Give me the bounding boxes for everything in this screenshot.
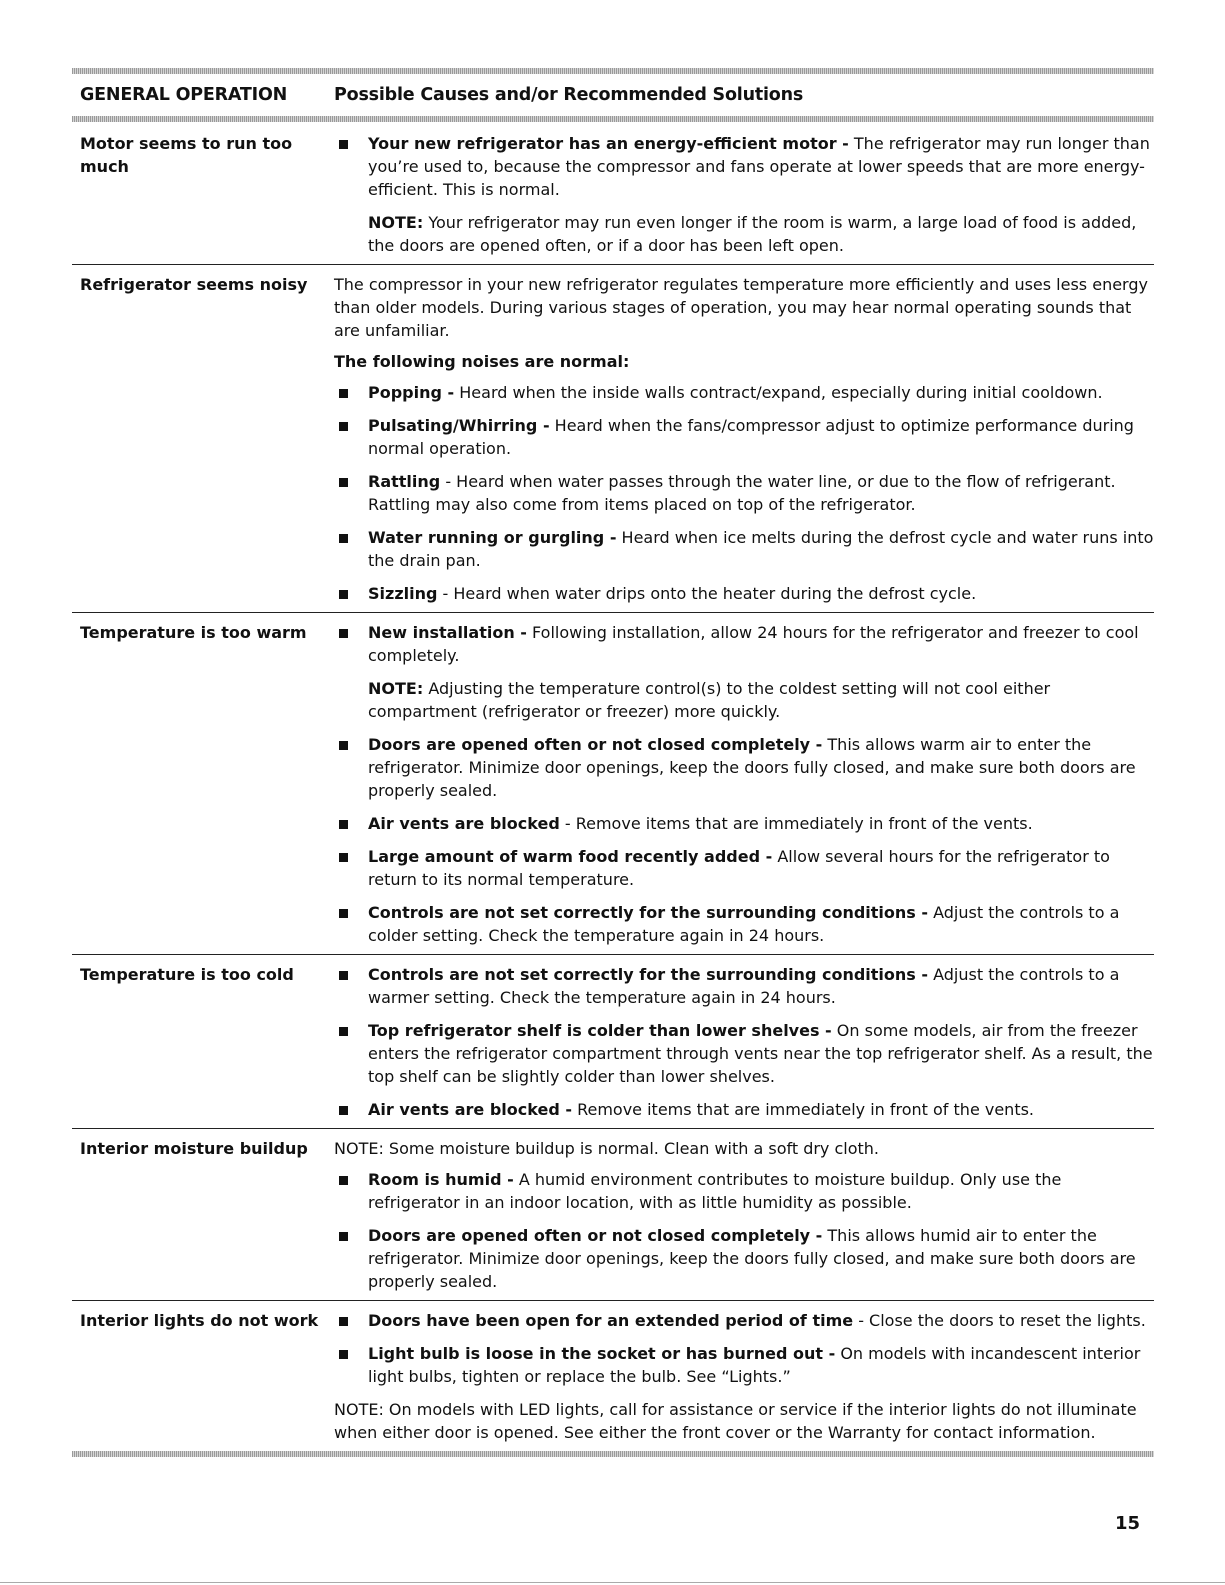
square-bullet-icon bbox=[339, 422, 348, 431]
cause-text: - Close the doors to reset the lights. bbox=[853, 1311, 1146, 1330]
note bbox=[334, 1137, 1154, 1160]
cause-title: Large amount of warm food recently added - bbox=[368, 847, 773, 866]
cause-title: Doors have been open for an extended period of time bbox=[368, 1311, 854, 1330]
section-too-warm bbox=[72, 612, 1154, 954]
square-bullet-icon bbox=[339, 1317, 348, 1326]
list-item bbox=[334, 1224, 1154, 1293]
cause-text: Allow several hours for the refrigerator to return to its normal temperature. bbox=[368, 847, 1110, 889]
section-motor bbox=[72, 122, 1154, 264]
cause-title: Rattling bbox=[368, 472, 441, 491]
list-item bbox=[334, 733, 1154, 802]
troubleshooting-table bbox=[72, 68, 1154, 1457]
list-item bbox=[334, 1098, 1154, 1121]
square-bullet-icon bbox=[339, 853, 348, 862]
cause-title: New installation - bbox=[368, 623, 527, 642]
note-text: Some moisture buildup is normal. Clean with a soft dry cloth. bbox=[383, 1139, 880, 1158]
problem-label: Interior lights do not work bbox=[80, 1311, 319, 1330]
solutions bbox=[334, 963, 1154, 1121]
table-header bbox=[72, 74, 1154, 116]
section-moisture bbox=[72, 1128, 1154, 1300]
note-text: Your refrigerator may run even longer if the room is warm, a large load of food is added, the doors are opened often, or if a door has been left open. bbox=[368, 213, 1137, 255]
cause-title: Doors are opened often or not closed completely - bbox=[368, 735, 823, 754]
square-bullet-icon bbox=[339, 971, 348, 980]
cause-title: Popping - bbox=[368, 383, 455, 402]
cause-title: Air vents are blocked bbox=[368, 814, 560, 833]
square-bullet-icon bbox=[339, 590, 348, 599]
problem-label: Temperature is too warm bbox=[80, 623, 307, 642]
list-item bbox=[334, 845, 1154, 891]
section-lights bbox=[72, 1300, 1154, 1451]
cause-text: Adjust the controls to a colder setting. Check the temperature again in 24 hours. bbox=[368, 903, 1120, 945]
cause-title: Doors are opened often or not closed completely - bbox=[368, 1226, 823, 1245]
cause-text: Heard when the inside walls contract/expand, especially during initial cooldown. bbox=[454, 383, 1103, 402]
list-item bbox=[334, 1342, 1154, 1388]
note bbox=[368, 211, 1154, 257]
cause-title: Light bulb is loose in the socket or has burned out - bbox=[368, 1344, 836, 1363]
problem-label: Refrigerator seems noisy bbox=[80, 275, 308, 294]
cause-title: Controls are not set correctly for the surrounding conditions - bbox=[368, 903, 929, 922]
cause-text: A humid environment contributes to moisture buildup. Only use the refrigerator in an indoor location, with as little humidity as possible. bbox=[368, 1170, 1062, 1212]
cause-title: Air vents are blocked - bbox=[368, 1100, 572, 1119]
cause-title: Sizzling bbox=[368, 584, 438, 603]
solutions bbox=[334, 1137, 1154, 1293]
square-bullet-icon bbox=[339, 1106, 348, 1115]
note-text: Adjusting the temperature control(s) to the coldest setting will not cool either compartment (refrigerator or freezer) more quickly. bbox=[368, 679, 1051, 721]
solutions bbox=[334, 132, 1154, 257]
list-item bbox=[334, 526, 1154, 572]
list-item bbox=[334, 1168, 1154, 1214]
square-bullet-icon bbox=[339, 1232, 348, 1241]
cause-title: Pulsating/Whirring - bbox=[368, 416, 550, 435]
problem-label: Temperature is too cold bbox=[80, 965, 294, 984]
problem-label: Interior moisture buildup bbox=[80, 1139, 308, 1158]
square-bullet-icon bbox=[339, 1027, 348, 1036]
cause-text: Heard when ice melts during the defrost cycle and water runs into the drain pan. bbox=[368, 528, 1154, 570]
square-bullet-icon bbox=[339, 741, 348, 750]
list-item bbox=[334, 1309, 1154, 1332]
note bbox=[368, 677, 1154, 723]
square-bullet-icon bbox=[339, 389, 348, 398]
cause-text: Remove items that are immediately in front of the vents. bbox=[572, 1100, 1035, 1119]
page-number: 15 bbox=[1114, 1513, 1140, 1534]
section-noisy bbox=[72, 264, 1154, 612]
list-item bbox=[334, 132, 1154, 201]
cause-text: On some models, air from the freezer enters the refrigerator compartment through vents near the top refrigerator shelf. As a result, the top shelf can be slightly colder than lower shelves. bbox=[368, 1021, 1153, 1086]
intro-paragraph: The compressor in your new refrigerator regulates temperature more efficiently and uses less energy than older models. During various stages of operation, you may hear normal operating sounds that are unfamiliar. bbox=[334, 275, 1148, 340]
cause-text: This allows humid air to enter the refrigerator. Minimize door openings, keep the doors fully closed, and make sure both doors are properly sealed. bbox=[368, 1226, 1136, 1291]
note-label: NOTE: bbox=[368, 679, 424, 698]
note-label: NOTE: bbox=[368, 213, 424, 232]
cause-text: - Remove items that are immediately in front of the vents. bbox=[559, 814, 1033, 833]
list-item bbox=[334, 582, 1154, 605]
list-item bbox=[334, 1019, 1154, 1088]
square-bullet-icon bbox=[339, 1350, 348, 1359]
cause-text: The refrigerator may run longer than you’re used to, because the compressor and fans operate at lower speeds that are more energy-efficient. This is normal. bbox=[368, 134, 1150, 199]
problem-label: Motor seems to run too much bbox=[80, 134, 293, 176]
note-label: NOTE: bbox=[334, 1400, 384, 1419]
square-bullet-icon bbox=[339, 478, 348, 487]
note bbox=[334, 1398, 1154, 1444]
square-bullet-icon bbox=[339, 820, 348, 829]
list-item bbox=[334, 621, 1154, 667]
subheading: The following noises are normal: bbox=[334, 352, 630, 371]
cause-title: Top refrigerator shelf is colder than lower shelves - bbox=[368, 1021, 832, 1040]
header-causes-solutions: Possible Causes and/or Recommended Solutions bbox=[334, 84, 804, 105]
cause-title: Controls are not set correctly for the surrounding conditions - bbox=[368, 965, 929, 984]
cause-title: Your new refrigerator has an energy-efficient motor - bbox=[368, 134, 849, 153]
table-bottom-band bbox=[72, 1451, 1154, 1457]
solutions bbox=[334, 621, 1154, 947]
list-item bbox=[334, 414, 1154, 460]
cause-title: Water running or gurgling - bbox=[368, 528, 617, 547]
header-general-operation: GENERAL OPERATION bbox=[80, 84, 288, 105]
solutions bbox=[334, 1309, 1154, 1444]
list-item bbox=[334, 812, 1154, 835]
page-edge-line bbox=[0, 1582, 1225, 1583]
section-too-cold bbox=[72, 954, 1154, 1128]
cause-text: Adjust the controls to a warmer setting. Check the temperature again in 24 hours. bbox=[368, 965, 1120, 1007]
list-item bbox=[334, 901, 1154, 947]
list-item bbox=[334, 963, 1154, 1009]
note-text: On models with LED lights, call for assistance or service if the interior lights do not illuminate when either door is opened. See either the front cover or the Warranty for contact information. bbox=[334, 1400, 1137, 1442]
solutions bbox=[334, 273, 1154, 605]
cause-text: On models with incandescent interior light bulbs, tighten or replace the bulb. See “Lights.” bbox=[368, 1344, 1141, 1386]
list-item bbox=[334, 470, 1154, 516]
cause-text: Following installation, allow 24 hours for the refrigerator and freezer to cool completely. bbox=[368, 623, 1139, 665]
square-bullet-icon bbox=[339, 534, 348, 543]
list-item bbox=[334, 381, 1154, 404]
cause-title: Room is humid - bbox=[368, 1170, 514, 1189]
square-bullet-icon bbox=[339, 140, 348, 149]
square-bullet-icon bbox=[339, 629, 348, 638]
square-bullet-icon bbox=[339, 1176, 348, 1185]
cause-text: This allows warm air to enter the refrigerator. Minimize door openings, keep the doors fully closed, and make sure both doors are properly sealed. bbox=[368, 735, 1136, 800]
note-label: NOTE: bbox=[334, 1139, 384, 1158]
cause-text: Heard when the fans/compressor adjust to optimize performance during normal operation. bbox=[368, 416, 1134, 458]
cause-text: - Heard when water passes through the water line, or due to the flow of refrigerant. Rattling may also come from items placed on top of the refrigerator. bbox=[368, 472, 1116, 514]
cause-text: - Heard when water drips onto the heater during the defrost cycle. bbox=[437, 584, 977, 603]
square-bullet-icon bbox=[339, 909, 348, 918]
